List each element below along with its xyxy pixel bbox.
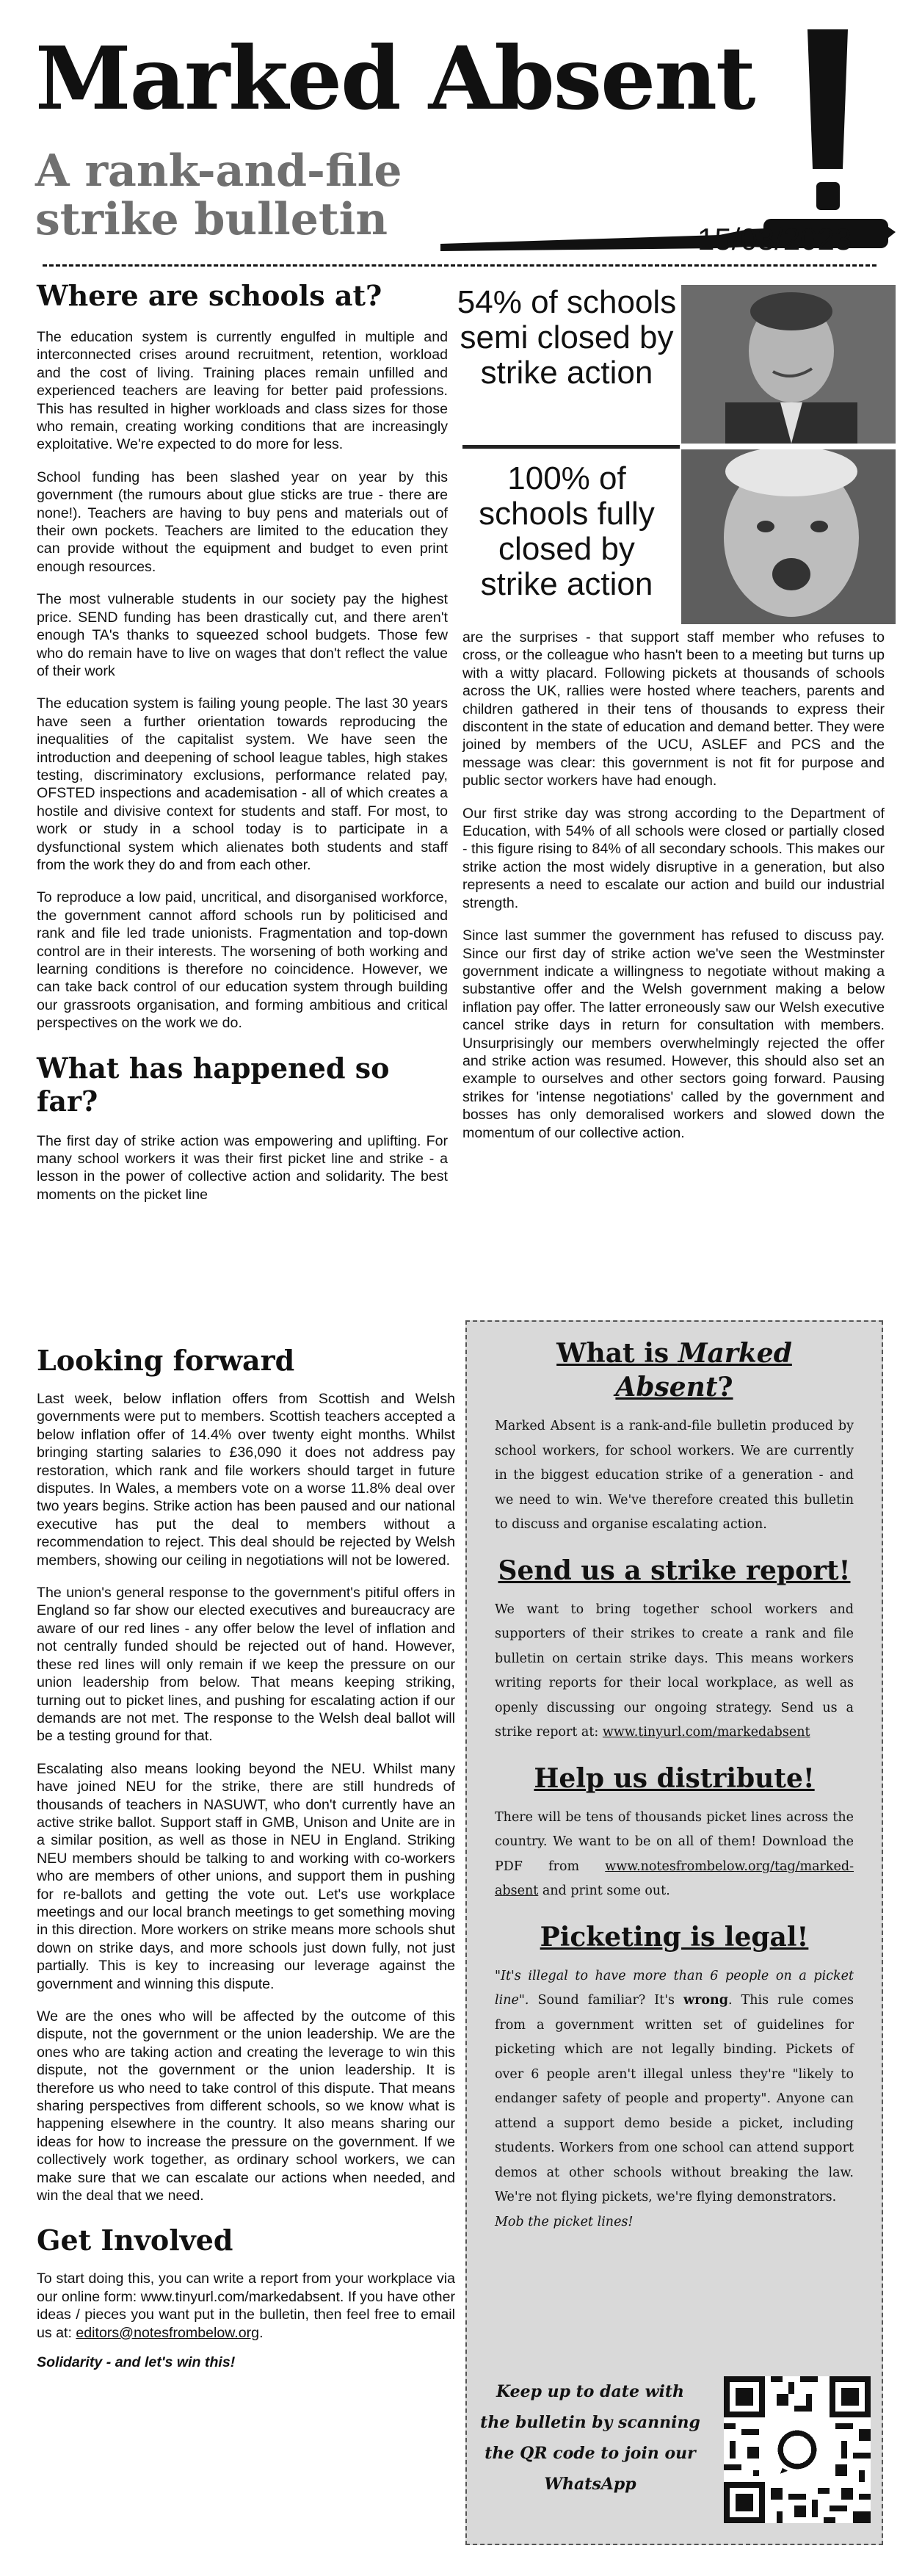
sidebar-heading-distribute: Help us distribute! <box>534 1762 815 1794</box>
paragraph: Escalating also means looking beyond the NEU. Whilst many have joined NEU for the strike, there are still hundreds of thousands of teachers in NASUWT, who don't currently have an active strike ballot. Support staff in GMB, Unison and Unite are in a similar position, as well as those in NEU in England. Striking NEU members should be talking to and working with co-workers who are members of other unions, and support them in pushing for re-ballots and getting the vote out. Let's use workplace meetings and our local branch meetings to get something moving in this direction. More workers on strike means more schools shut down on strike days, and more schools just down fully, not just partially. This is key to increasing our leverage against the government and winning this dispute. <box>37 1760 455 1992</box>
sidebar-heading-picketing: Picketing is legal! <box>540 1921 809 1953</box>
bulletin-title: Marked Absent <box>35 27 755 129</box>
paragraph: Since last summer the government has refused to discuss pay. Since our first day of strike action we've seen the Westminster government indicate a willingness to negotiate without making a substantive offer and the Welsh government making a below inflation pay offer. The latter erroneously saw our Welsh executive cancel strike days in return for consultation with members. Unsurprisingly our members overwhelmingly rejected the offer and strike action was resumed. However, this should also set an example to ourselves and other sectors going forward. Pausing strikes for 'intense negotiations' called by the government and bosses has only demoralised workers and slowed down the momentum of our collective action. <box>462 927 885 1141</box>
paragraph: The education system is failing young people. The last 30 years have seen a further orientation towards reproducing the inequalities of the capitalist system. We have seen the introduction and deepening of school league tables, high stakes testing, discriminatory exclusions, performance related pay, OFSTED inspections and academisation - all of which creates a hostile and divisive context for students and staff. For most, to work or study in a school today is to participate in a dysfunctional system which alienates both students and staff from the work they do and from each other. <box>37 695 448 873</box>
reaction-photo-shocked <box>681 449 896 624</box>
heading-suffix: ? <box>717 1372 733 1403</box>
picket-text: Sound familiar? It's <box>529 1993 684 2008</box>
paragraph: Last week, below inflation offers from Scottish and Welsh governments were put to members. Scottish teachers accepted a below inflation offer of 14.4% over twenty eight months. Whilst bringing starting salaries to £36,090 it does not address pay restoration, which rank and file workers should target in future disputes. In Wales, a members vote on a worse 11.8% deal over two years begins. Strike action has been paused and our national executive has put the deal to members without a recommendation to reject. This deal should be rejected by Welsh members, showing our ceiling in negotiations will not be lowered. <box>37 1391 455 1569</box>
right-column-top <box>462 629 885 1157</box>
paragraph: We are the ones who will be affected by the outcome of this dispute, not the government or the union leadership. We are the ones who are taking action and creating the leverage to win this dispute, not the government or the union leadership. It is therefore us who need to take control of this dispute. That means sharing perspectives from different schools, so we know what is happening elsewhere in the country. It also means sharing our ideas for how to increase the pressure on the government. If we collectively work together, as ordinary school workers, we can make sure that we can escalate our actions when needed, and win the deal that we need. <box>37 2008 455 2204</box>
sidebar-text-distribute <box>495 1806 854 1904</box>
sidebar-heading-strike-report: Send us a strike report! <box>498 1555 851 1586</box>
picket-strong: wrong <box>683 1993 728 2008</box>
distribute-link[interactable]: www.notesfrombelow.org/tag/marked-absent <box>495 1859 854 1898</box>
left-column-bottom <box>37 1344 455 2384</box>
man-smirking-icon <box>681 285 896 444</box>
paragraph <box>37 2270 455 2342</box>
man-shocked-icon <box>681 449 896 624</box>
picket-text-cont: . This rule comes from a government written set of guidelines for picketing which are not legally binding. Pickets of over 6 people aren't illegal unless they're "likely to endanger safety of people and property". Anyone can attend a support demo beside a picket, including students. Workers from one school can attend support demos at other schools without breaking the law. We're not flying pickets, we're flying demonstrators. <box>495 1993 854 2204</box>
paragraph: School funding has been slashed year on year by this government (the rumours about glue sticks are true - there are none!). Teachers are having to buy pens and materials out of their own pockets. Teachers are limited to the education they can provide without the equipment and budget to even print enough resources. <box>37 468 448 575</box>
paragraph: are the surprises - that support staff member who refuses to cross, or the colleague who hasn't been to a meeting but turns up with a witty placard. Following pickets at thousands of schools across the UK, rallies were hosted where teachers, parents and children gathered in their tens of thousands to express their discontent in the state of education and demand better. They were joined by members of the UCU, ASLEF and PCS and the message was clear: this government is not fit for purpose and public sector workers have had enough. <box>462 629 885 789</box>
section-heading-what-has-happened: What has happened so far? <box>37 1051 390 1118</box>
sidebar-text-strike-report <box>495 1598 854 1745</box>
closing-slogan: Solidarity - and let's win this! <box>37 2354 236 2371</box>
distribute-text: There will be tens of thousands picket lines across the country. We want to be on all of them! Download the PDF from <box>495 1809 854 1874</box>
sidebar-text-what-is: Marked Absent is a rank-and-file bulletin produced by school workers, for school workers. We are currently in the biggest education strike of a generation - and we need to win. We've therefore created this bulletin to discuss and organise escalating action. <box>495 1419 854 1532</box>
reaction-photo-smirk <box>681 285 896 444</box>
paragraph: The education system is currently engulfed in multiple and interconnected crises around recruitment, retention, workload and the cost of living. Training places remain unfilled and experienced teachers are leaving for better paid professions. This has resulted in higher workloads and class sizes for those who remain, creating working conditions that are increasingly exploitative. We're expected to do more for less. <box>37 329 448 453</box>
report-text: We want to bring together school workers and supporters of their strikes to create a rank and file bulletin on certain strike days. This means workers writing reports for their local workplace, as well as openly discussing our ongoing strategy. Send us a strike report at: <box>495 1602 854 1740</box>
sidebar-text-picketing <box>495 1964 854 2235</box>
email-link[interactable]: editors@notesfrombelow.org <box>76 2324 260 2341</box>
heading-prefix: What is <box>556 1338 678 1369</box>
paragraph: Our first strike day was strong according to the Department of Education, with 54% of all schools were closed or partially closed - this figure rising to 84% of all secondary schools. This makes our strike action the most widely disruptive in a generation, but also represents a need to escalate our action and build our industrial strength. <box>462 805 885 911</box>
section-body-get-involved <box>37 2270 455 2371</box>
bulletin-subtitle: A rank-and-file strike bulletin <box>35 145 402 245</box>
qr-caption: Keep up to date with the bulletin by scanning the QR code to join our WhatsApp <box>480 2382 700 2494</box>
section-heading-get-involved: Get Involved <box>37 2224 233 2257</box>
paragraph: The first day of strike action was empowering and uplifting. For many school workers it was their first picket line and strike - a lesson in the power of collective action and solidarity. The best moments on the picket line <box>37 1132 448 1203</box>
picket-quote: "It's illegal to have more than 6 people on a picket line". <box>495 1968 854 2008</box>
distribute-text-end: and print some out. <box>538 1884 670 1898</box>
get-involved-text: To start doing this, you can write a report from your workplace via our online form: www.tinyurl.com/markedabsent. If you have other ideas / pieces you want put in the bulletin, then feel free to email us at: <box>37 2271 455 2341</box>
section-body-what-has-happened-intro <box>37 1132 448 1204</box>
stat-fully-closed: 100% of schools fully closed by strike action <box>479 460 655 602</box>
whatsapp-qr-code-icon[interactable] <box>724 2376 871 2523</box>
heading-emphasis: Marked Absent <box>615 1338 792 1403</box>
info-sidebar <box>465 1320 883 2545</box>
paragraph: The most vulnerable students in our society pay the highest price. SEND funding has been drastically cut, and there aren't enough TA's thanks to squeezed school budgets. Those few who do remain have to live on wages that don't reflect the value of their work <box>37 591 448 679</box>
picket-slogan: Mob the picket lines! <box>495 2214 634 2229</box>
stat-semi-closed: 54% of schools semi closed by strike action <box>457 284 677 391</box>
stats-divider <box>462 445 680 449</box>
section-heading-where-are-schools: Where are schools at? <box>37 279 382 312</box>
section-body-looking-forward <box>37 1390 455 2204</box>
strike-stats-panel <box>457 285 897 624</box>
issue-date: 15/03/2023 <box>697 222 852 256</box>
masthead-divider <box>43 264 876 267</box>
paragraph: The union's general response to the government's pitiful offers in England so far show our elected executives and bureaucracy are aware of our red lines - any offer below the level of inflation and not centrally funded should be rejected out of hand. However, these red lines will only remain if we keep the pressure on our union leadership from below. That means keeping striking, turning out to picket lines, and pushing for escalating action if our demands are not met. The response to the Welsh deal ballot will be a testing ground for that. <box>37 1585 455 1745</box>
section-body-where-are-schools <box>37 328 448 1032</box>
report-link[interactable]: www.tinyurl.com/markedabsent <box>602 1725 810 1740</box>
section-heading-looking-forward: Looking forward <box>37 1344 295 1377</box>
sidebar-heading-what-is <box>495 1336 854 1404</box>
paragraph: To reproduce a low paid, uncritical, and disorganised workforce, the government cannot afford schools run by politicised and rank and file led trade unionists. Fragmentation and top-down control are in their interests. The worsening of both working and learning conditions is therefore no coincidence. However, we can take back control of our education system through building our grassroots organisation, and forming ambitious and critical perspectives on the work we do. <box>37 889 448 1032</box>
left-column-top <box>37 279 448 1218</box>
get-involved-text-end: . <box>259 2324 264 2341</box>
